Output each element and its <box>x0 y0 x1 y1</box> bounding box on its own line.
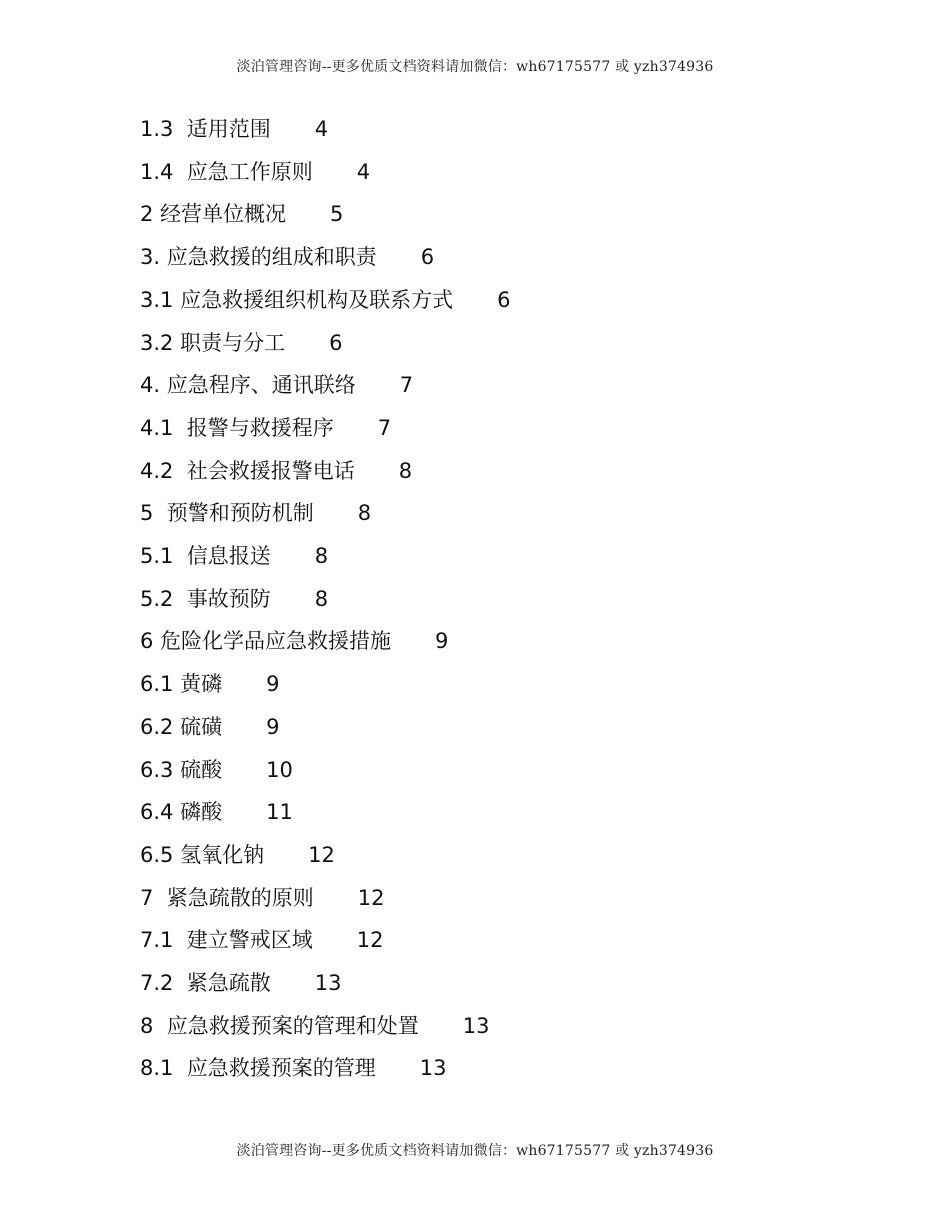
toc-entry-title: 6.4 磷酸 <box>140 800 223 825</box>
toc-entry-page: 8 <box>314 586 329 611</box>
toc-entry-title: 7.1 建立警戒区域 <box>140 928 313 953</box>
toc-entry-page: 12 <box>357 885 385 910</box>
toc-entry-title: 2 经营单位概况 <box>140 202 287 227</box>
toc-entry-title: 5.2 事故预防 <box>140 586 271 611</box>
toc-entry-title: 6.3 硫酸 <box>140 757 223 782</box>
toc-entry-title: 8.1 应急救援预案的管理 <box>140 1056 376 1081</box>
toc-entry <box>140 919 840 962</box>
toc-entry-title: 6 危险化学品应急救援措施 <box>140 629 392 654</box>
toc-entry <box>140 279 840 322</box>
toc-entry <box>140 193 840 236</box>
toc-entry <box>140 834 840 877</box>
toc-entry-title: 4.1 报警与救援程序 <box>140 415 334 440</box>
toc-entry <box>140 620 840 663</box>
toc-entry-title: 3.1 应急救援组织机构及联系方式 <box>140 287 454 312</box>
toc-entry <box>140 663 840 706</box>
toc-entry-title: 6.5 氢氧化钠 <box>140 842 265 867</box>
toc-entry-page: 4 <box>356 159 371 184</box>
toc-entry-title: 7.2 紧急疏散 <box>140 971 271 996</box>
toc-entry-title: 1.4 应急工作原则 <box>140 159 313 184</box>
page-header: 淡泊管理咨询--更多优质文档资料请加微信：wh67175577 或 yzh374936 <box>236 59 714 75</box>
toc-entry <box>140 877 840 920</box>
toc-entry-title: 3. 应急救援的组成和职责 <box>140 245 377 270</box>
toc-entry <box>140 236 840 279</box>
toc-entry-title: 4. 应急程序、通讯联络 <box>140 373 356 398</box>
toc-entry <box>140 108 840 151</box>
toc-entry-page: 7 <box>377 415 392 440</box>
toc-entry-page: 8 <box>314 544 329 569</box>
toc-entry <box>140 322 840 365</box>
toc-entry-page: 12 <box>308 842 335 867</box>
toc-entry-page: 6 <box>329 330 343 355</box>
toc-entry <box>140 407 840 450</box>
toc-entry-title: 7 紧急疏散的原则 <box>140 885 314 910</box>
toc-entry <box>140 578 840 621</box>
toc-entry-page: 6 <box>420 245 435 270</box>
toc-entry-title: 3.2 职责与分工 <box>140 330 286 355</box>
toc-entry-page: 9 <box>266 672 280 697</box>
toc-entry <box>140 450 840 493</box>
toc-entry <box>140 706 840 749</box>
toc-entry-title: 6.2 硫磺 <box>140 714 223 739</box>
toc-entry-page: 10 <box>266 757 293 782</box>
toc-entry <box>140 364 840 407</box>
toc-entry-page: 5 <box>330 202 344 227</box>
toc-entry-page: 13 <box>462 1013 490 1038</box>
table-of-contents <box>140 108 840 1090</box>
toc-entry-page: 13 <box>314 971 342 996</box>
toc-entry <box>140 749 840 792</box>
toc-entry-page: 8 <box>398 458 413 483</box>
toc-entry <box>140 151 840 194</box>
toc-entry-title: 5.1 信息报送 <box>140 544 271 569</box>
toc-entry-page: 9 <box>435 629 449 654</box>
toc-entry-page: 8 <box>357 501 372 526</box>
toc-entry-page: 7 <box>399 373 414 398</box>
toc-entry-title: 6.1 黄磷 <box>140 672 223 697</box>
toc-entry-title: 8 应急救援预案的管理和处置 <box>140 1013 419 1038</box>
toc-entry-page: 13 <box>419 1056 447 1081</box>
toc-entry-page: 9 <box>266 714 280 739</box>
toc-entry-title: 4.2 社会救援报警电话 <box>140 458 355 483</box>
toc-entry <box>140 1047 840 1090</box>
toc-entry <box>140 962 840 1005</box>
toc-entry-title: 1.3 适用范围 <box>140 117 271 141</box>
page-footer: 淡泊管理咨询--更多优质文档资料请加微信：wh67175577 或 yzh374936 <box>236 1143 714 1159</box>
toc-entry-page: 11 <box>266 800 293 825</box>
toc-entry <box>140 535 840 578</box>
toc-entry-title: 5 预警和预防机制 <box>140 501 314 526</box>
toc-entry <box>140 1005 840 1048</box>
toc-entry <box>140 492 840 535</box>
toc-entry <box>140 791 840 834</box>
toc-entry-page: 6 <box>497 287 511 312</box>
toc-entry-page: 4 <box>314 117 329 141</box>
toc-entry-page: 12 <box>356 928 384 953</box>
